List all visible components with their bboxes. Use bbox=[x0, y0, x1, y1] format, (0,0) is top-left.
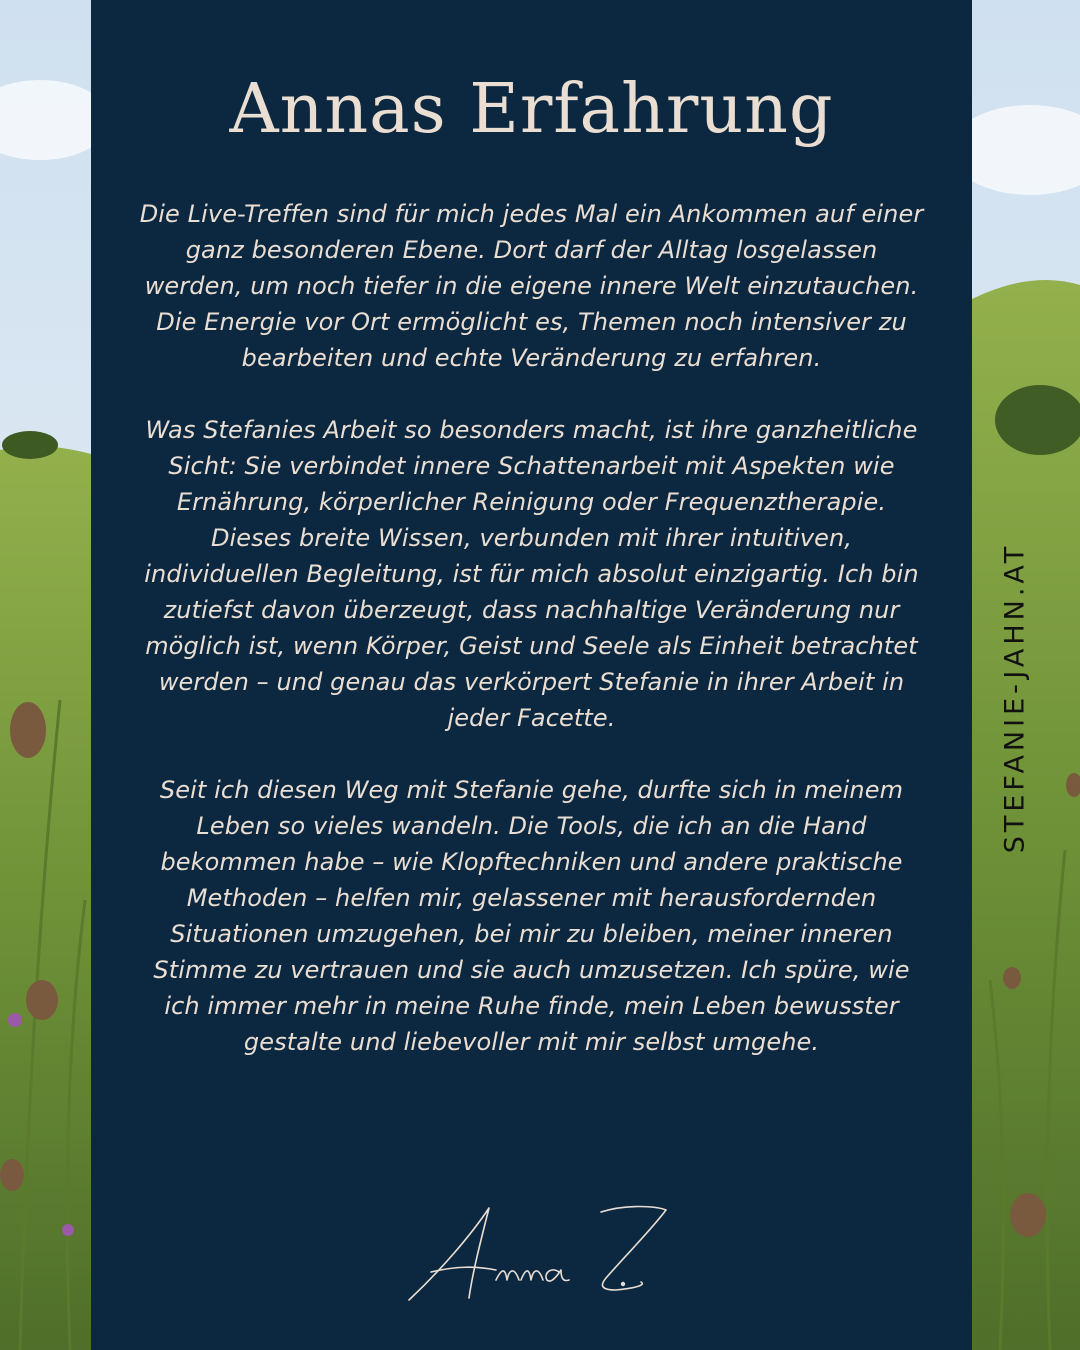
page-title: Annas Erfahrung bbox=[229, 70, 834, 149]
testimonial-paragraph: Was Stefanies Arbeit so besonders macht, ist ihre ganzheitliche Sicht: Sie verbindet innere Schattenarbeit mit Aspekten wie Ernährung, körperlicher Reinigung oder Frequenztherapie. Dieses breite Wissen, verbunden mit ihrer intuitiven, individuellen Begleitung, ist für mich absolut einzigartig. Ich bin zutiefst davon überzeugt, dass nachhaltige Veränderung nur möglich ist, wenn Körper, Geist und Seele als Einheit betrachtet werden – und genau das verkörpert Stefanie in ihrer Arbeit in jeder Facette. bbox=[144, 416, 919, 732]
testimonial-paragraph: Die Live-Treffen sind für mich jedes Mal ein Ankommen auf einer ganz besonderen Ebene. Dort darf der Alltag losgelassen werden, um noch tiefer in die eigene innere Welt einzutauchen. Die Energie vor Ort ermöglicht es, Themen noch intensiver zu bearbeiten und echte Veränderung zu erfahren. bbox=[139, 200, 924, 372]
testimonial-text bbox=[136, 196, 927, 1096]
website-url-text: STEFANIE-JAHN.AT bbox=[999, 542, 1031, 854]
testimonial-paragraph: Seit ich diesen Weg mit Stefanie gehe, durfte sich in meinem Leben so vieles wandeln. Die Tools, die ich an die Hand bekommen habe – wie Klopftechniken und andere praktische Methoden – helfen mir, gelassener mit herausfordernden Situationen umzugehen, bei mir zu bleiben, meiner inneren Stimme zu vertrauen und sie auch umzusetzen. Ich spüre, wie ich immer mehr in meine Ruhe finde, mein Leben bewusster gestalte und liebevoller mit mir selbst umgehe. bbox=[153, 776, 910, 1056]
handwritten-signature bbox=[401, 1200, 681, 1310]
testimonial-panel bbox=[91, 0, 972, 1350]
